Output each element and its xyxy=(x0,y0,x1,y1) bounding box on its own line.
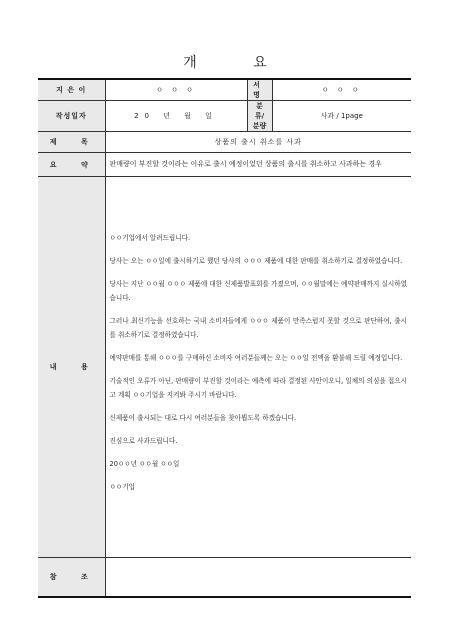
subject-value: 상품의 출시 취소를 사과 xyxy=(105,132,411,153)
content-row xyxy=(38,177,411,558)
body-paragraph: 기술적인 오류가 아닌, 판매량이 부진할 것이라는 예측에 따라 결정된 사안이오니, 일체의 의심을 접으시고 계획 ㅇㅇ기업을 지켜봐 주시기 바랍니다. xyxy=(109,377,407,399)
category-value: 사과 / 1page xyxy=(272,101,411,132)
body-paragraph: ㅇㅇ기업 xyxy=(109,483,135,491)
author-label: 지 은 이 xyxy=(38,79,105,101)
summary-label: 요 약 xyxy=(38,153,105,177)
reference-row xyxy=(38,558,411,597)
body-paragraph: 당사는 지난 ㅇㅇ월 ㅇㅇㅇ 제품에 대한 신제품발표회를 가졌으며, ㅇㅇ월말에는 예약판매까지 실시하였습니다. xyxy=(109,280,407,302)
reference-label: 참 조 xyxy=(38,558,105,597)
category-label: 분류/분량 xyxy=(247,101,272,132)
summary-row xyxy=(38,153,411,177)
date-row xyxy=(38,101,411,132)
document-title: 개 요 xyxy=(183,55,293,71)
body-paragraph: 진심으로 사과드립니다. xyxy=(109,437,178,445)
content-body xyxy=(105,177,411,558)
body-paragraph: 그러나 최신기능을 선호하는 국내 소비자들에게 ㅇㅇㅇ 제품이 만족스럽지 못할 것으로 판단하여, 출시를 취소하기로 결정하였습니다. xyxy=(109,317,407,339)
body-paragraph: ㅇㅇ기업에서 알려드립니다. xyxy=(109,234,191,242)
body-paragraph: 예약판매를 통해 ㅇㅇㅇ를 구매하신 소비자 여러분들께는 오는 ㅇㅇ일 전액을 환불해 드릴 예정입니다. xyxy=(109,354,403,362)
signature-value: ㅇ ㅇ ㅇ xyxy=(272,79,411,101)
subject-label: 제 목 xyxy=(38,132,105,153)
author-row xyxy=(38,79,411,101)
date-value: 20 년 월 일 xyxy=(105,101,247,132)
subject-row xyxy=(38,132,411,153)
reference-value xyxy=(105,558,411,597)
author-value: ㅇ ㅇ ㅇ xyxy=(105,79,247,101)
body-paragraph: 당사는 오는 ㅇㅇ일에 출시하기로 했던 당사의 ㅇㅇㅇ 제품에 대한 판매를 취소하기로 결정하였습니다. xyxy=(109,257,403,265)
signature-label: 서 명 xyxy=(247,79,272,101)
outline-form-table xyxy=(38,78,411,598)
body-paragraph: 20ㅇㅇ년 ㅇㅇ월 ㅇㅇ일 xyxy=(109,460,180,468)
content-label: 내 용 xyxy=(38,177,105,558)
summary-value: 판매량이 부진할 것이라는 이유로 출시 예정이었던 상품의 출시를 취소하고 사과하는 경우 xyxy=(105,153,411,177)
date-label: 작성일자 xyxy=(38,101,105,132)
body-paragraph: 신제품이 출시되는 대로 다시 여러분들을 찾아뵙도록 하겠습니다. xyxy=(109,414,297,422)
